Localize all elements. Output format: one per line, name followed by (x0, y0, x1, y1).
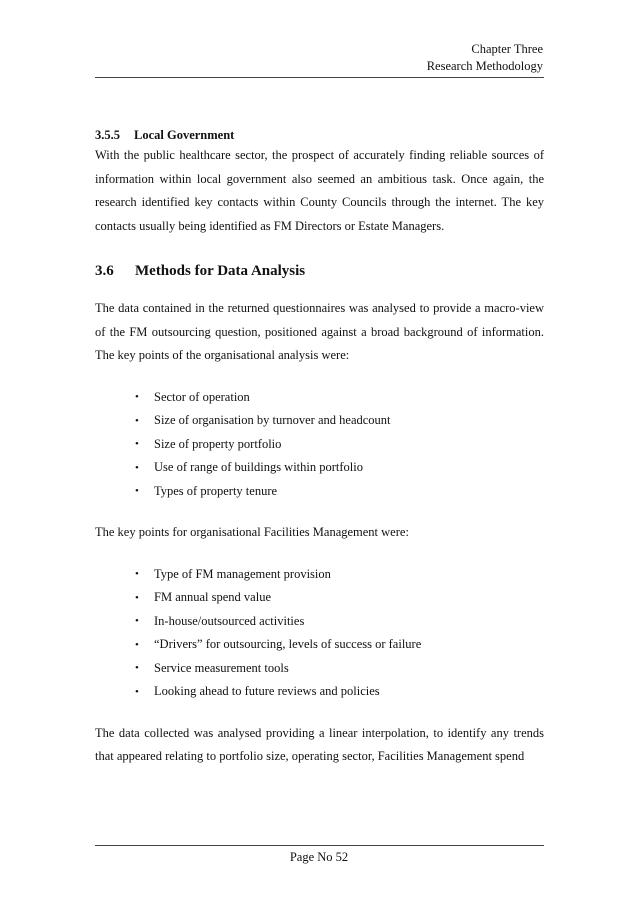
bullet-icon: • (135, 438, 139, 451)
list-item: • Use of range of buildings within portfolio (135, 460, 363, 475)
bullet-icon: • (135, 615, 139, 628)
list-item: • In-house/outsourced activities (135, 613, 305, 628)
list-item: • Service measurement tools (135, 660, 289, 675)
list-item: • FM annual spend value (135, 590, 271, 605)
fm-points-list (95, 563, 544, 704)
fm-intro: The key points for organisational Facilities Management were: (95, 525, 409, 539)
bullet-icon: • (135, 461, 139, 474)
section-number: 3.6 (95, 263, 114, 279)
section-title: Methods for Data Analysis (135, 263, 306, 279)
bullet-icon: • (135, 591, 139, 604)
list-item: • Sector of operation (135, 389, 250, 404)
header-rule (95, 77, 544, 78)
page-content (95, 126, 544, 769)
section-intro: The data contained in the returned questionnaires was analysed to provide a macro-view of the FM outsourcing question, positioned against a broad background of information. The key points of the organisational analysis were: (95, 301, 544, 362)
header-chapter: Chapter Three (471, 42, 543, 56)
bullet-icon: • (135, 662, 139, 675)
subsection-body: With the public healthcare sector, the prospect of accurately finding reliable sources of information within local government also seemed an ambitious task. Once again, the research identified key contacts within County Councils through the internet. The key contacts usually being identified as FM Directors or Estate Managers. (95, 148, 544, 233)
bullet-icon: • (135, 391, 139, 404)
list-item: • Size of property portfolio (135, 436, 282, 451)
subsection-title: Local Government (134, 128, 235, 142)
list-item: • Types of property tenure (135, 483, 278, 498)
page-number: Page No 52 (289, 850, 349, 864)
closing-paragraph: The data collected was analysed providing a linear interpolation, to identify any trends that appeared relating to portfolio size, operating sector, Facilities Management spend (95, 725, 544, 763)
running-header (427, 41, 543, 75)
list-item: • “Drivers” for outsourcing, levels of success or failure (135, 637, 422, 652)
subsection-number: 3.5.5 (95, 128, 120, 142)
subsection-heading (95, 126, 544, 144)
bullet-icon: • (135, 414, 139, 427)
list-item: • Size of organisation by turnover and headcount (135, 413, 391, 428)
footer-rule (95, 845, 544, 846)
section-heading (95, 260, 544, 282)
org-points-list (95, 386, 544, 504)
bullet-icon: • (135, 685, 139, 698)
list-item: • Type of FM management provision (135, 566, 331, 581)
header-section: Research Methodology (426, 59, 543, 73)
bullet-icon: • (135, 638, 139, 651)
bullet-icon: • (135, 485, 139, 498)
bullet-icon: • (135, 568, 139, 581)
list-item: • Looking ahead to future reviews and policies (135, 684, 380, 699)
